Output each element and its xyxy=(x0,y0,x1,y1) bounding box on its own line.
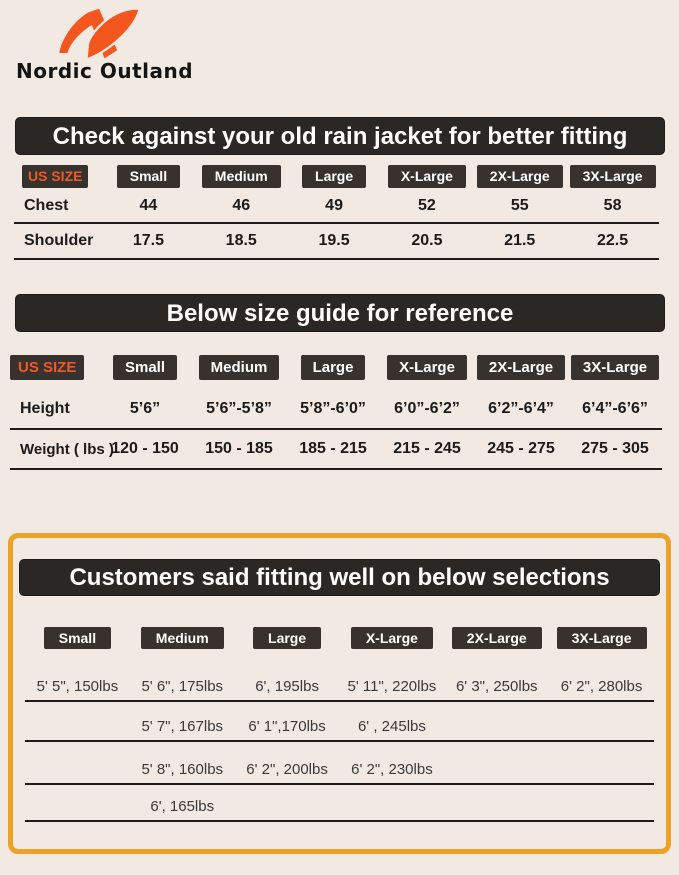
table-row xyxy=(25,785,654,822)
size-badge-small: Small xyxy=(113,355,177,380)
table-cell: 6' 1",170lbs xyxy=(248,718,326,735)
brand-logo-icon xyxy=(50,6,150,62)
size-badge-small: Small xyxy=(44,627,111,649)
table-cell: 18.5 xyxy=(225,232,257,249)
size-badge-small: Small xyxy=(117,165,180,188)
banner-fit-check: Check against your old rain jacket for better fitting xyxy=(15,117,665,155)
us-size-badge: US SIZE xyxy=(22,165,88,188)
size-badge-2xlarge: 2X-Large xyxy=(477,355,565,380)
size-badge-3xlarge: 3X-Large xyxy=(557,627,647,649)
table-cell xyxy=(549,735,654,740)
table-cell: 245 - 275 xyxy=(487,440,555,457)
size-badge-3xlarge: 3X-Large xyxy=(571,355,659,380)
size-badge-xlarge: X-Large xyxy=(388,165,466,188)
table-cell: 5' 6", 175lbs xyxy=(141,678,224,695)
table-cell xyxy=(25,778,130,783)
row-label: Weight ( lbs ) xyxy=(20,440,114,458)
table-cell xyxy=(444,778,549,783)
table-cell: 120 - 150 xyxy=(111,440,179,457)
table-cell: 6’0”-6’2” xyxy=(394,400,460,417)
table-cell: 20.5 xyxy=(411,232,443,249)
table-cell: 185 - 215 xyxy=(299,440,367,457)
table-cell xyxy=(444,815,549,820)
size-badge-large: Large xyxy=(301,355,366,380)
size-badge-medium: Medium xyxy=(202,165,281,188)
table-row-chest xyxy=(14,190,659,224)
table-cell: 17.5 xyxy=(132,232,164,249)
size-badge-xlarge: X-Large xyxy=(387,355,467,380)
table-cell: 49 xyxy=(325,197,343,214)
table-row xyxy=(25,702,654,742)
table-cell xyxy=(235,815,340,820)
table-cell: 6' 2", 230lbs xyxy=(351,761,433,778)
table-cell xyxy=(340,815,445,820)
table-cell: 52 xyxy=(418,197,436,214)
table-cell: 275 - 305 xyxy=(581,440,649,457)
table-cell: 5’6” xyxy=(129,400,161,417)
size-badge-2xlarge: 2X-Large xyxy=(452,627,542,649)
table-row-height xyxy=(10,390,662,430)
size-badge-2xlarge: 2X-Large xyxy=(477,165,563,188)
size-badge-medium: Medium xyxy=(141,627,224,649)
customers-table xyxy=(25,672,654,822)
table-cell: 6’2”-6’4” xyxy=(488,400,554,417)
size-badge-large: Large xyxy=(253,627,321,649)
table-cell: 58 xyxy=(603,197,622,214)
table-cell: 5' 11", 220lbs xyxy=(347,678,437,695)
table-cell xyxy=(444,735,549,740)
table-cell xyxy=(549,778,654,783)
table-cell: 5’6”-5’8” xyxy=(206,400,272,417)
row-label: Chest xyxy=(24,197,69,214)
customers-header-row xyxy=(25,627,654,649)
size-badge-large: Large xyxy=(302,165,366,188)
size-badge-xlarge: X-Large xyxy=(351,627,433,649)
row-label: Shoulder xyxy=(24,232,94,249)
table-cell: 6' 2", 280lbs xyxy=(560,678,643,695)
table-cell: 6’4”-6’6” xyxy=(582,400,648,417)
customer-fit-box xyxy=(8,533,671,854)
table-cell: 150 - 185 xyxy=(205,440,273,457)
table-row-weight xyxy=(10,430,662,470)
banner-size-guide: Below size guide for reference xyxy=(15,294,665,332)
table-cell: 5’8”-6’0” xyxy=(300,400,366,417)
table-cell: 44 xyxy=(139,197,158,214)
fit-check-header-row xyxy=(14,165,659,188)
table-row xyxy=(25,672,654,702)
brand-name: Nordic Outland xyxy=(16,59,194,83)
table-row xyxy=(25,742,654,785)
table-cell xyxy=(25,815,130,820)
table-cell: 6', 165lbs xyxy=(150,798,215,815)
banner-customers: Customers said fitting well on below selections xyxy=(19,559,660,596)
table-cell: 46 xyxy=(232,197,251,214)
size-badge-medium: Medium xyxy=(199,355,280,380)
size-badge-3xlarge: 3X-Large xyxy=(570,165,656,188)
table-cell: 6' , 245lbs xyxy=(357,718,426,735)
table-cell: 6' 2", 200lbs xyxy=(246,761,328,778)
fit-check-table xyxy=(14,190,659,260)
table-cell: 6', 195lbs xyxy=(255,678,319,695)
table-cell: 21.5 xyxy=(504,232,536,249)
table-cell: 22.5 xyxy=(597,232,629,249)
table-cell: 19.5 xyxy=(318,232,350,249)
table-cell: 6' 3", 250lbs xyxy=(455,678,538,695)
table-cell: 215 - 245 xyxy=(393,440,461,457)
size-guide-header-row xyxy=(10,355,662,380)
table-cell xyxy=(549,815,654,820)
table-cell: 5' 8", 160lbs xyxy=(141,761,224,778)
table-cell xyxy=(25,735,130,740)
table-cell: 55 xyxy=(510,197,529,214)
table-cell: 5' 5", 150lbs xyxy=(36,678,119,695)
table-cell: 5' 7", 167lbs xyxy=(141,718,224,735)
size-guide-table xyxy=(10,390,662,470)
us-size-badge: US SIZE xyxy=(10,355,84,380)
row-label: Height xyxy=(20,400,70,417)
table-row-shoulder xyxy=(14,224,659,260)
